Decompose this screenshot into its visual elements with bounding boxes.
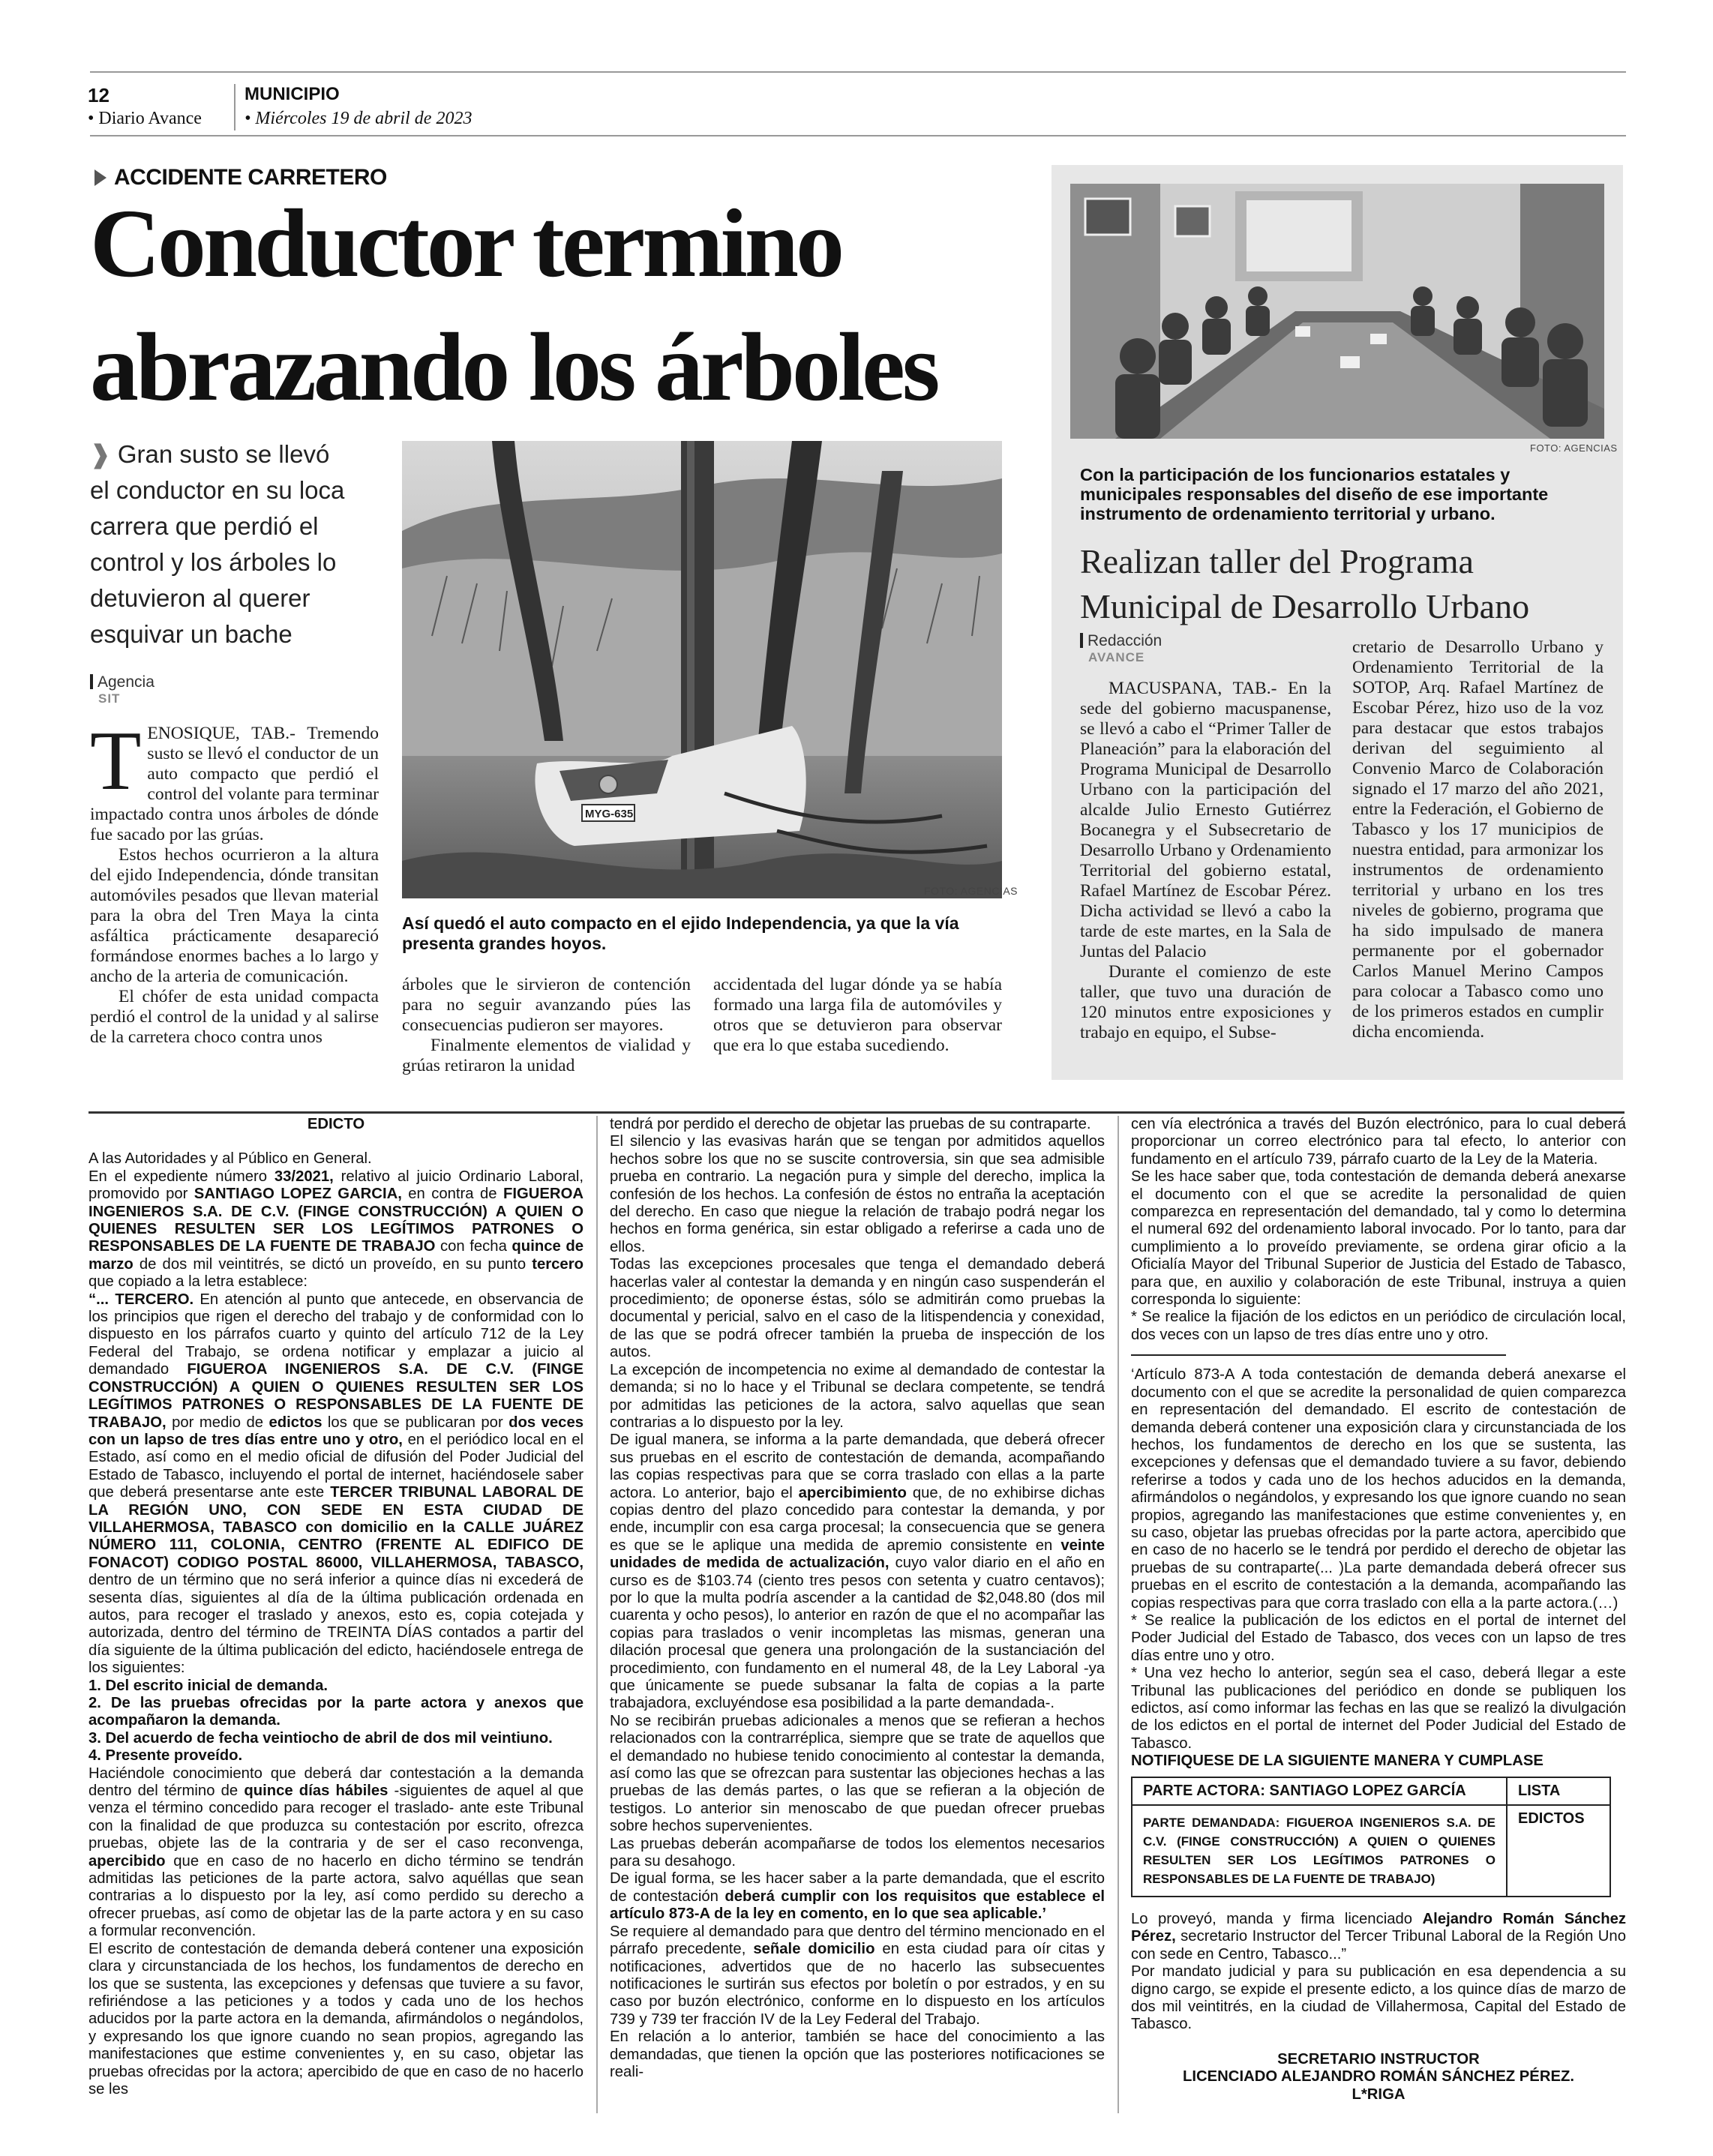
edict-c2-p6: No se recibirán pruebas adicionales a menos que se refieran a hechos relacionados con la contrarréplica, siempre que se trate de aquellos que el demandado no hubiese tenido conocimiento al contestar la demanda, así como las que se ofrezcan para sustentar las objeciones hechas a las pruebas de las demás partes, o las que se refieran a la objeción de testigos. Lo anterior sin menoscabo de que puedan ofrecer pruebas sobre hechos supervenientes. (610, 1712, 1105, 1835)
table-row (1132, 1777, 1610, 1805)
side-byline-name: Redacción (1088, 632, 1162, 649)
story-paragraph-6: accidentada del lugar dónde ya se había formado una larga fila de automóviles y otros que se detuvieron para observar que era lo que estaba sucediendo. (713, 975, 1002, 1055)
edict-c2-p5 (610, 1432, 1105, 1713)
table-cell-actora: PARTE ACTORA: SANTIAGO LOPEZ GARCÍA (1132, 1777, 1507, 1805)
page-number: 12 (88, 84, 110, 106)
paragraph-1-text: ENOSIQUE, TAB.- Tremendo susto se llevó el conductor de un auto compacto que perdió el control del volante para terminar impactado contra unos árboles de dónde fue sacado por las grúas. (90, 724, 379, 844)
edict-c2-p7: Las pruebas deberán acompañarse de todos los elementos necesarios para su desahogo. (610, 1835, 1105, 1870)
side-byline-bar (1080, 633, 1083, 648)
header-divider (234, 84, 236, 130)
table-cell-demandada: PARTE DEMANDADA: FIGUEROA INGENIEROS S.A. DE C.V. (FINGE CONSTRUCCIÓN) A QUIEN O QUIENES RESULTEN SER LOS LEGÍTIMOS PATRONES O RESPONSABLES DE LA FUENTE DE TRABAJO) (1132, 1805, 1507, 1897)
story-paragraph-1 (90, 715, 379, 845)
meeting-photo (1070, 184, 1604, 439)
edict-paragraph-contestacion (88, 1765, 584, 1941)
table-cell-edictos: EDICTOS (1507, 1805, 1610, 1897)
dropcap: T (90, 715, 142, 808)
edict-column-1 (88, 1116, 584, 2098)
top-rule (90, 71, 1626, 73)
t: “... TERCERO. (88, 1291, 194, 1308)
t: dos veces con un lapso de tres días entre uno y otro, (88, 1414, 584, 1448)
t: Se requiere al demandado para que dentro del término mencionado en el párrafo precedente, (610, 1923, 1105, 1958)
side-paragraph-3: cretario de Desarrollo Urbano y Ordenamiento Territorial de la SOTOP, Arq. Rafael Martínez de Escobar Pérez, hizo uso de la voz para destacar que estos trabajos derivan del seguimiento al Convenio Marco de Colaboración signado el 17 marzo del año 2021, entre la Federación, el Gobierno de Tabasco y los 17 municipios de nuestra entidad, para armonizar los instrumentos de ordenamiento territorial y urbano en los tres niveles de gobierno, programa que ha sido impulsado de manera permanente por el gobernador Carlos Manuel Merino Campos para colocar a Tabasco como uno de los primeros estados en cumplir dicha encomienda. (1352, 637, 1604, 1042)
accident-photo-caption: Así quedó el auto compacto en el ejido Independencia, ya que la vía presenta grandes hoyos. (402, 913, 959, 953)
t: que en caso de no hacerlo en dicho término se tendrán admitidas las peticiones de la parte actora, salvo aquéllas que sean contrarias a lo dispuesto por la ley, así como perdido su derecho a ofrecer pruebas, así como de objetar las de la parte actora y en su caso a formular reconvención. (88, 1852, 584, 1940)
accident-photo (402, 441, 1002, 898)
t: secretario Instructor del Tercer Tribunal Laboral de la Región Uno con sede en Centro, Tabasco...” (1131, 1928, 1626, 1963)
edict-divider-2 (1118, 1116, 1119, 2113)
quote-mark-icon: ❱ (90, 440, 118, 468)
t: edictos (268, 1414, 322, 1431)
signature-initials: L*RIGA (1352, 2086, 1406, 2103)
t: En el expediente número (88, 1168, 274, 1185)
t: cuyo valor diario en el año en curso es de $103.74 (ciento tres pesos con setenta y cuatro centavos); por lo que la multa podría ascender a la cantidad de $2,048.80 (dos mil cuarenta y ocho pesos), lo anterior en razón de que el no acompañar las copias para traslados o venir incompletas las mismas, generan una dilación procesal que genera una prolongación de la sustanciación del procedimiento, con fundamento en el numeral 48, de la Ley Laboral -ya que únicamente se puede subsanar la falta de copias a la parte trabajadora, excluyéndose esa posibilidad a la parte demandada-. (610, 1555, 1105, 1712)
edict-paragraph-tercero (88, 1291, 584, 1678)
section-name: MUNICIPIO (244, 84, 340, 104)
meeting-photo-caption: Con la participación de los funcionarios estatales y municipales responsables del diseño de ese importante instrumento de ordenamiento territorial y urbano. (1080, 465, 1549, 523)
signature-title: SECRETARIO INSTRUCTOR (1277, 2050, 1480, 2068)
t: de dos mil veintitrés, se dictó un proveído, en su punto (133, 1255, 532, 1273)
edict-list-item-4: 4. Presente proveído. (88, 1747, 243, 1765)
byline-org: SIT (98, 691, 121, 706)
byline (90, 673, 154, 691)
edict-c2-p2: El silencio y las evasivas harán que se tengan por admitidos aquellos hechos sobre los que no se suscite controversia, sin que sea admisible prueba en contrario. La negación pura y simple del derecho, implica la confesión de los hechos. La confesión de éstos no entraña la aceptación del derecho. En caso que niegue la relación de trabajo podrá negar los hechos en forma genérica, sin estar obligado a referirse a cada uno de ellos. (610, 1133, 1105, 1255)
edict-top-rule (88, 1111, 1624, 1114)
table-cell-lista: LISTA (1507, 1777, 1610, 1805)
t: Alejandro Román Sánchez Pérez, (1131, 1911, 1627, 1945)
t: en el periódico local en el Estado, así como en el medio oficial de difusión del Poder Judicial del Estado de Tabasco, incluyendo el portal de internet, haciéndosele saber que deberá presentarse ante este (88, 1431, 584, 1501)
byline-name: Agencia (98, 673, 154, 691)
t: TERCER TRIBUNAL LABORAL DE LA REGIÓN UNO, CON SEDE EN ESTA CIUDAD DE VILLAHERMOSA, TABASCO con domicilio en la CALLE JUÁREZ NÚMERO 111, COLONIA, CENTRO (FRENTE AL EDIFICO DE FONACOT) CODIGO POSTAL 86000, VILLAHERMOSA, TABASCO, (88, 1484, 584, 1571)
t: tercero (532, 1255, 584, 1273)
t: De igual forma, se les hacer saber a la parte demandada, que el escrito de contestación (610, 1870, 1105, 1905)
meeting-photo-illustration (1070, 184, 1604, 439)
triangle-icon (94, 169, 106, 186)
edict-paragraph-escrito: El escrito de contestación de demanda deberá contener una exposición clara y circunstanciada de los hechos, los fundamentos de derecho en los que se sustenta, las excepciones y defensas que tuviere a su favor, refiriéndose a las peticiones y a todos y cada uno de los hechos aducidos por la parte actora en la demanda, afirmándolos o negándolos, y expresando los que ignore cuando no sean propios, agregando las manifestaciones que estime convenientes y, en su caso, objetar las pruebas ofrecidas por la actora; apercibido de que en caso de no hacerlo se les (88, 1940, 584, 2098)
t: -siguientes de aquel al que venza el término concedido para recoger el traslado- ante este Tribunal con la finalidad de que produzca su contestación por escrito, ofrezca pruebas, objete las de la contraria y de ser el caso reconvenga, (88, 1783, 584, 1852)
t: En atención al punto que antecede, en observancia de los principios que rigen el derecho del trabajo y de conformidad con lo dispuesto en los párrafos cuarto y quinto del artículo 712 de la Ley Federal del Trabajo, se ordena notificar y emplazar a juicio al demandado (88, 1291, 584, 1378)
edict-c2-p8 (610, 1870, 1105, 1923)
t: relativo al juicio Ordinario Laboral, promovido por (88, 1168, 584, 1203)
t: Lo proveyó, manda y firma licenciado (1131, 1911, 1423, 1928)
t: señale domicilio (753, 1941, 875, 1958)
t: con fecha (435, 1238, 512, 1255)
meeting-photo-credit: FOTO: AGENCIAS (1530, 442, 1618, 454)
t: deberá cumplir con los requisitos que establece el artículo 873-A de la ley en comento, en lo que sea aplicable.’ (610, 1888, 1105, 1923)
t: FIGUEROA INGENIEROS S.A. DE C.V. (FINGE CONSTRUCCIÓN) A QUIEN O QUIENES RESULTEN SER LOS LEGÍTIMOS PATRONES O RESPONSABLES DE LA FUENTE DE TRABAJO (88, 1186, 584, 1255)
side-headline-line-2: Municipal de Desarrollo Urbano (1080, 587, 1530, 625)
t: quince días hábiles (244, 1783, 388, 1800)
summary-text: Gran susto se llevó el conductor en su loca carrera que perdió el control y los árboles lo detuvieron al querer esquivar un bache (90, 440, 345, 648)
edict-title: EDICTO (307, 1116, 365, 1132)
paper-name: • Diario Avance (88, 109, 202, 128)
edict-c2-p1: tendrá por perdido el derecho de objetar las pruebas de su contraparte. (610, 1116, 1091, 1132)
t: apercibido (88, 1852, 166, 1870)
edict-c2-p10: En relación a lo anterior, también se hace del conocimiento a las demandadas, que tienen la opción que las posteriores notificaciones se reali- (610, 2029, 1105, 2080)
t: veinte unidades de medida de actualización, (610, 1537, 1105, 1572)
edict-column-3 (1131, 1116, 1626, 2104)
t: quince de marzo (88, 1238, 584, 1273)
accident-photo-illustration (402, 441, 1002, 898)
edict-c2-p4: La excepción de incompetencia no exime al demandado de contestar la demanda; si no lo hace y el Tribunal se declara competente, se tendrá por admitidas las peticiones de la actora, salvo aquellas que sean contrarias a lo dispuesto por la ley. (610, 1361, 1105, 1431)
t: De igual manera, se informa a la parte demandada, que deberá ofrecer sus pruebas en el escrito de contestación de demanda, acompañando las copias respectivas para que se corra traslado con ellas a la parte actora. Lo anterior, bajo el (610, 1432, 1105, 1501)
story-paragraph-3: El chófer de esta unidad compacta perdió el control de la unidad y al salirse de la carretera choco contra unos (90, 987, 379, 1047)
edict-list-item-3: 3. Del acuerdo de fecha veintiocho de abril de dos mil veintiuno. (88, 1729, 553, 1747)
t: que copiado a la letra establece: (88, 1273, 308, 1291)
table-row (1132, 1805, 1610, 1897)
byline-bar (90, 674, 93, 689)
edition-date: • Miércoles 19 de abril de 2023 (244, 109, 472, 128)
edict-c3-p1: cen vía electrónica a través del Buzón electrónico, para lo cual deberá proporcionar un correo electrónico para tal efecto, lo anterior con fundamento en el artículo 739, párrafo cuarto de la Ley de la Materia. (1131, 1116, 1626, 1168)
edict-c3-p8: Por mandato judicial y para su publicación en esa dependencia a su digno cargo, se expide el presente edicto, a los quince días de marzo de dos mil veintitrés, en la ciudad de Villahermosa, Capital del Estado de Tabasco. (1131, 1963, 1626, 2033)
t: los que se publicaran por (322, 1414, 509, 1431)
t: por medio de (166, 1414, 269, 1431)
edict-c2-p9 (610, 1924, 1105, 2029)
story-paragraph-4: árboles que le sirvieron de contención para no seguir avanzando púes las consecuencias pudieron ser mayores. (402, 975, 691, 1035)
edict-c2-p3: Todas las excepciones procesales que tenga el demandado deberá hacerlas valer al contestar la demanda y en ningún caso suspenderán el procedimiento; de oponerse éstas, sólo se admitirán como pruebas la documental y pericial, salvo en el caso de la litispendencia y conexidad, de las que se podrá ofrecer también la prueba de inspección de los autos. (610, 1256, 1105, 1361)
t: 33/2021, (274, 1168, 334, 1185)
t: dentro de un término que no será inferior a quince días ni excederá de sesenta días, siguientes al día de la última publicación ordenada en autos, para recoger el traslado y anexos, esto es, copia cotejada y autorizada, dentro del término de TREINTA DÍAS contados a partir del día siguiente de la última publicación del edicto, haciéndosele entrega de los siguientes: (88, 1572, 584, 1677)
edict-c3-p5: * Se realice la publicación de los edictos en el portal de internet del Poder Judicial del Estado de Tabasco, dos veces con un lapso de tres días entre uno y otro. (1131, 1612, 1626, 1664)
side-column-2 (1352, 637, 1604, 1042)
side-column-1 (1080, 679, 1331, 1043)
t: en contra de (401, 1186, 503, 1203)
edict-c3-p2: Se les hace saber que, toda contestación de demanda deberá anexarse el documento con el que se acredite la personalidad de quien comparezca en representación del demandado, tal y como lo determina el numeral 692 del ordenamiento laboral invocado. Por lo tanto, para dar cumplimiento a lo proveído previamente, se ordena girar oficio a la Oficialía Mayor del Tribunal Superior de Justicia del Estado de Tabasco, para que, en auxilio y colaboración de este Tribunal, instruya a quien corresponda lo siguiente: (1131, 1168, 1626, 1309)
t: SANTIAGO LOPEZ GARCIA, (194, 1186, 402, 1203)
story-summary (90, 436, 352, 652)
edict-greeting: A las Autoridades y al Público en General. (88, 1150, 372, 1168)
headline-line-2: abrazando los árboles (90, 313, 938, 421)
edict-c3-separator (1131, 1354, 1506, 1356)
edict-c3-p7 (1131, 1911, 1626, 1963)
t: Haciéndole conocimiento que deberá dar contestación a la demanda dentro del término de (88, 1765, 584, 1800)
edict-column-2 (610, 1116, 1105, 2081)
t: apercibimiento (798, 1484, 907, 1501)
story-paragraph-2: Estos hechos ocurrieron a la altura del ejido Independencia, dónde transitan automóviles pesados que llevan material para la obra del Tren Maya la cinta asfáltica prácticamente desapareció formándose enormes baches a lo largo y ancho de la arteria de comunicación. (90, 845, 379, 986)
story-column-1 (90, 715, 379, 1048)
accident-photo-credit: FOTO: AGENCIAS (924, 885, 1018, 897)
edict-notify: NOTIFIQUESE DE LA SIGUIENTE MANERA Y CUMPLASE (1131, 1753, 1544, 1770)
side-paragraph-2: Durante el comienzo de este taller, que tuvo una duración de 120 minutos entre exposiciones y trabajo en equipo, el Subse- (1080, 962, 1331, 1042)
story-column-2 (402, 975, 691, 1076)
edict-list-item-2: 2. De las pruebas ofrecidas por la parte actora y anexos que acompañaron la demanda. (88, 1695, 584, 1729)
side-byline-org: AVANCE (1088, 650, 1145, 664)
edict-list-item-1: 1. Del escrito inicial de demanda. (88, 1677, 328, 1694)
story-paragraph-5: Finalmente elementos de vialidad y grúas retiraron la unidad (402, 1036, 691, 1075)
edict-c3-p4: ‘Artículo 873-A A toda contestación de demanda deberá anexarse el documento con el que se acredite la personalidad de quien comparezca en representación del demandado. El escrito de contestación de demanda deberá contener una exposición clara y circunstanciada de los hechos, los fundamentos de derecho en los que se sustenta, las excepciones y defensas que el demandado tuviere a su favor, debiendo referirse a todos y cada uno de los hechos aducidos en la demanda, afirmándolos o negándolos, y expresando los que ignore cuando no sean propios, agregando las manifestaciones que estime convenientes y, en su caso, objetar las pruebas ofrecidas por la parte actora, apercibido que en caso de no hacerlo se le tendrá por perdido el derecho de objetar las pruebas de su contraparte(... )La parte demandada deberá ofrecer sus pruebas en el escrito de contestación a la demanda, acompañando las copias respectivas para que corra traslado con ella a la parte actora.(…) (1131, 1366, 1626, 1612)
signature-name: LICENCIADO ALEJANDRO ROMÁN SÁNCHEZ PÉREZ. (1182, 2068, 1575, 2086)
kicker (94, 165, 387, 190)
side-byline (1080, 632, 1162, 650)
parties-table (1131, 1777, 1611, 1897)
edict-divider-1 (596, 1116, 598, 2113)
headline-line-1: Conductor termino (90, 190, 842, 298)
story-column-3 (713, 975, 1002, 1056)
t: en esta ciudad para oír citas y notificaciones, advertidos que de no hacerlo las subsecuentes notificaciones le surtirán sus efectos por boletín o por estrados, y en su caso por buzón electrónico, conforme en lo dispuesto en los artículos 739 y 739 ter fracción IV de la Ley Federal del Trabajo. (610, 1941, 1106, 2028)
header-bottom-rule (90, 135, 1626, 136)
side-headline-line-1: Realizan taller del Programa (1080, 542, 1474, 580)
license-plate: MYG-635 (585, 808, 634, 820)
t: FIGUEROA INGENIEROS S.A. DE C.V. (FINGE CONSTRUCCIÓN) A QUIEN O QUIENES RESULTEN SER LOS LEGÍTIMOS PATRONES O RESPONSABLES DE LA FUENTE DE TRABAJO, (88, 1361, 584, 1431)
edict-c3-p3: * Se realice la fijación de los edictos en un periódico de circulación local, dos veces con un lapso de tres días entre uno y otro. (1131, 1309, 1626, 1343)
edict-paragraph-expediente (88, 1168, 584, 1291)
kicker-text: ACCIDENTE CARRETERO (114, 165, 387, 190)
edict-c3-p6: * Una vez hecho lo anterior, según sea el caso, deberá llegar a este Tribunal las publicaciones del periódico en donde se publiquen los edictos, así como informar las fechas en las que se realizó la divulgación de los edictos en el portal de internet del Poder Judicial del Estado de Tabasco. (1131, 1665, 1626, 1752)
side-paragraph-1: MACUSPANA, TAB.- En la sede del gobierno macuspanense, se llevó a cabo el “Primer Taller de Planeación” para la elaboración del Programa Municipal de Desarrollo Urbano con la participación del alcalde Julio Ernesto Gutiérrez Bocanegra y el Subsecretario de Desarrollo Urbano y Ordenamiento Territorial del gobierno estatal, Rafael Martínez de Escobar Pérez. Dicha actividad se llevó a cabo la tarde de este martes, en la Sala de Juntas del Palacio (1080, 679, 1331, 961)
t: que, de no exhibirse dichas copias dentro del plazo concedido para contestar la demanda, y por ende, incumplir con esa carga procesal; la consecuencia que se genera es que se le aplique una medida de apremio consistente en (610, 1484, 1105, 1554)
